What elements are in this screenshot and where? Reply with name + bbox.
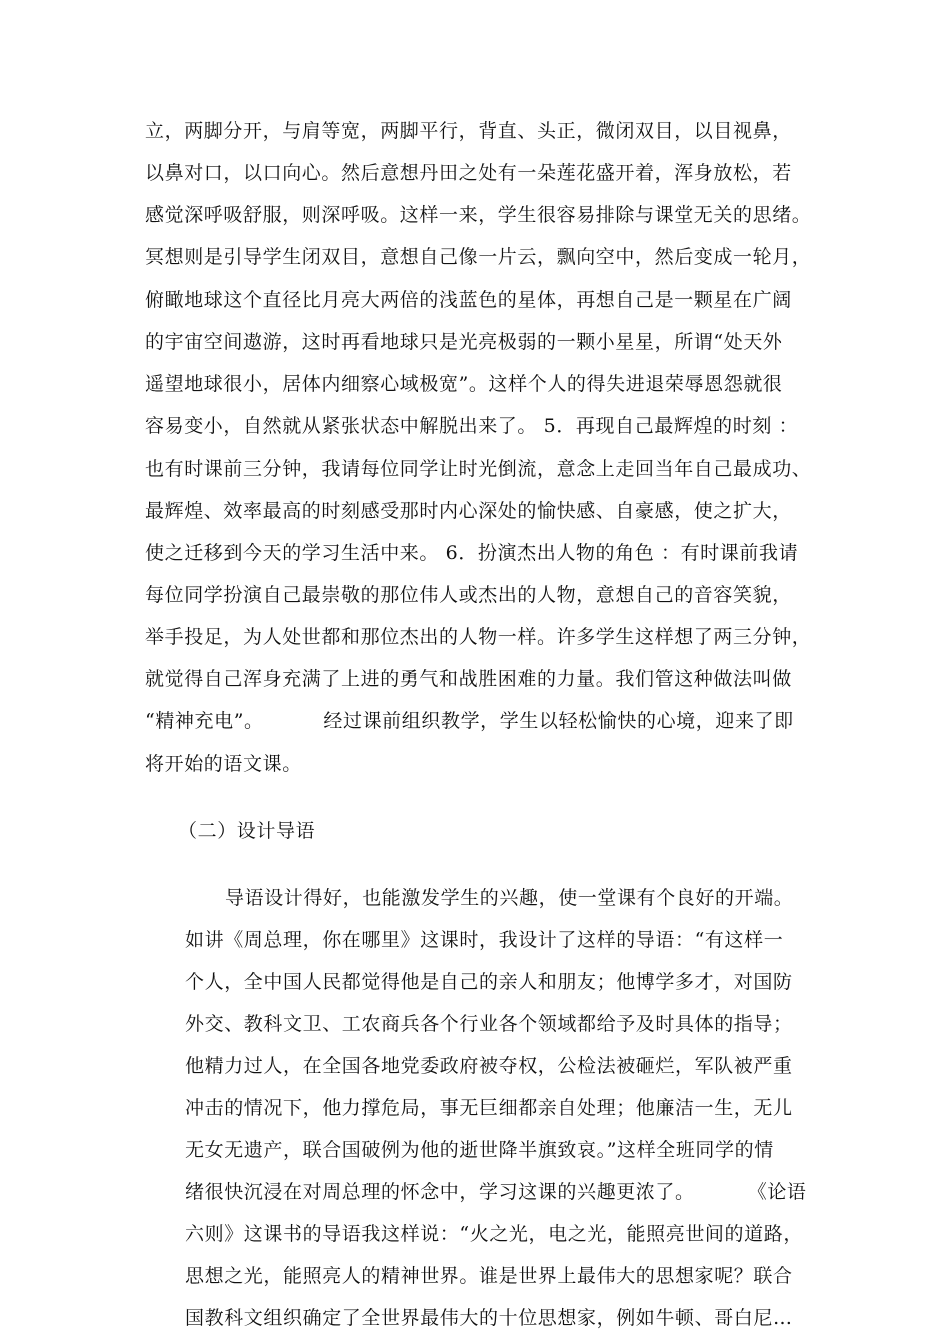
paragraph-1-line: 俯瞰地球这个直径比月亮大两倍的浅蓝色的星体，再想自己是一颗星在广阔 bbox=[145, 289, 792, 311]
paragraph-2-line: 绪很快沉浸在对周总理的怀念中，学习这课的兴趣更浓了。 《论语 bbox=[185, 1181, 807, 1203]
paragraph-2-line: 国教科文组织确定了全世界最伟大的十位思想家，例如牛顿、哥白尼… bbox=[185, 1307, 793, 1329]
paragraph-1-line: 举手投足，为人处世都和那位杰出的人物一样。许多学生这样想了两三分钟， bbox=[145, 626, 812, 648]
paragraph-2-line: 冲击的情况下，他力撑危局，事无巨细都亲自处理；他廉洁一生，无儿 bbox=[185, 1097, 793, 1119]
paragraph-2-line: 思想之光，能照亮人的精神世界。谁是世界上最伟大的思想家呢？联合 bbox=[185, 1265, 793, 1287]
paragraph-1-line: “精神充电”。 经过课前组织教学，学生以轻松愉快的心境，迎来了即 bbox=[145, 710, 794, 732]
paragraph-1-line: 感觉深呼吸舒服，则深呼吸。这样一来，学生很容易排除与课堂无关的思绪。 bbox=[145, 204, 812, 226]
paragraph-1-line: 也有时课前三分钟，我请每位同学让时光倒流，意念上走回当年自己最成功、 bbox=[145, 458, 812, 480]
paragraph-1-line: 就觉得自己浑身充满了上进的勇气和战胜困难的力量。我们管这种做法叫做 bbox=[145, 668, 792, 690]
section-heading: （二）设计导语 bbox=[178, 820, 316, 842]
paragraph-2-line: 导语设计得好，也能激发学生的兴趣，使一堂课有个良好的开端。 bbox=[225, 887, 794, 909]
paragraph-2-line: 六则》这课书的导语我这样说：“火之光，电之光，能照亮世间的道路， bbox=[185, 1223, 803, 1245]
paragraph-1-line: 遥望地球很小，居体内细察心域极宽”。这样个人的得失进退荣辱恩怨就很 bbox=[145, 373, 783, 395]
paragraph-1-line: 每位同学扮演自己最崇敬的那位伟人或杰出的人物，意想自己的音容笑貌， bbox=[145, 584, 792, 606]
paragraph-2-line: 如讲《周总理，你在哪里》这课时，我设计了这样的导语：“有这样一 bbox=[185, 929, 784, 951]
paragraph-2-line: 个人，全中国人民都觉得他是自己的亲人和朋友；他博学多才，对国防 bbox=[185, 971, 793, 993]
paragraph-2-line: 他精力过人，在全国各地党委政府被夺权，公检法被砸烂，军队被严重 bbox=[185, 1055, 793, 1077]
paragraph-1-line: 冥想则是引导学生闭双目，意想自己像一片云，飘向空中，然后变成一轮月， bbox=[145, 246, 812, 268]
paragraph-1-line: 立，两脚分开，与肩等宽，两脚平行，背直、头正，微闭双目，以目视鼻， bbox=[145, 120, 792, 142]
paragraph-1-line: 使之迁移到今天的学习生活中来。 6．扮演杰出人物的角色 ：有时课前我请 bbox=[145, 542, 799, 564]
paragraph-1-line: 以鼻对口，以口向心。然后意想丹田之处有一朵莲花盛开着，浑身放松，若 bbox=[145, 162, 792, 184]
paragraph-2-line: 外交、教科文卫、工农商兵各个行业各个领域都给予及时具体的指导； bbox=[185, 1013, 793, 1035]
paragraph-2-line: 无女无遗产，联合国破例为他的逝世降半旗致哀。”这样全班同学的情 bbox=[185, 1139, 774, 1161]
paragraph-1-line: 将开始的语文课。 bbox=[145, 753, 302, 775]
paragraph-1-line: 最辉煌、效率最高的时刻感受那时内心深处的愉快感、自豪感，使之扩大， bbox=[145, 500, 792, 522]
paragraph-1-line: 的宇宙空间遨游，这时再看地球只是光亮极弱的一颗小星星，所谓“处天外 bbox=[145, 331, 783, 353]
paragraph-1-line: 容易变小，自然就从紧张状态中解脱出来了。 5．再现自己最辉煌的时刻 ： bbox=[145, 415, 799, 437]
